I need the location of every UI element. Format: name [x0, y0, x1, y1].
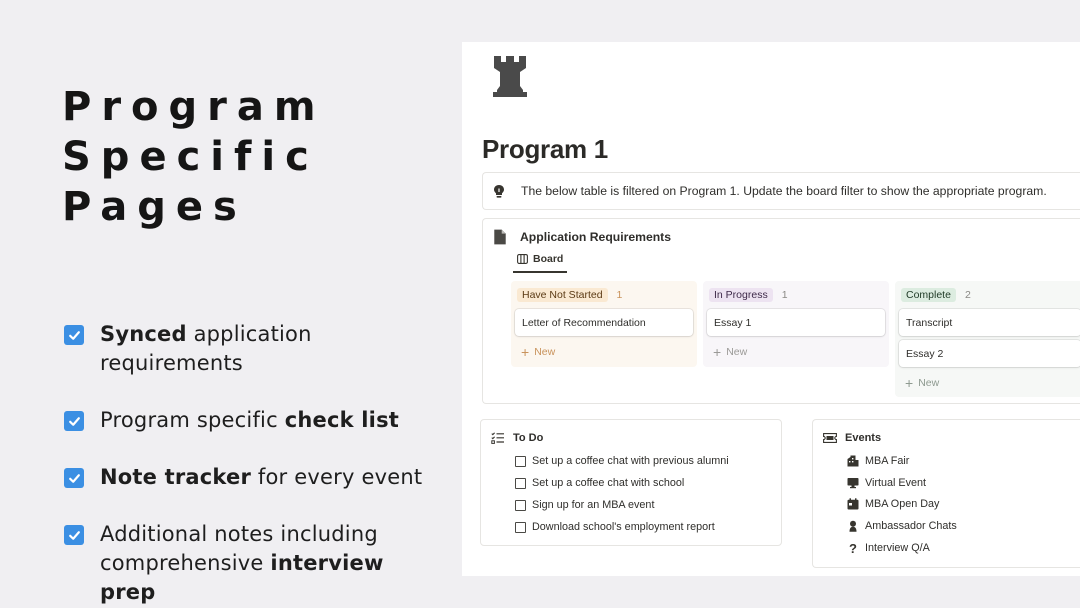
feature-item [64, 463, 444, 492]
event-label: MBA Fair [865, 454, 910, 467]
board-column-in-progress [703, 281, 889, 367]
board-column-have-not-started [511, 281, 697, 367]
question-icon: ? [849, 540, 857, 556]
feature-text: Note tracker for every event [100, 465, 423, 489]
new-label: New [918, 377, 940, 389]
feature-text: Additional notes including comprehensive interview prep [100, 522, 384, 604]
todo-item-label: Set up a coffee chat with school [532, 477, 685, 489]
checkbox-checked-icon [64, 411, 84, 431]
chess-rook-icon[interactable] [492, 54, 528, 98]
callout-text: The below table is filtered on Program 1. Update the board filter to show the appropriate program. [521, 184, 1047, 198]
feature-list [64, 320, 444, 608]
lightbulb-icon [493, 183, 509, 199]
checkbox-unchecked-icon[interactable] [515, 500, 526, 511]
checkbox-checked-icon [64, 525, 84, 545]
callout [482, 172, 1080, 210]
ticket-icon [823, 433, 837, 443]
checkbox-checked-icon [64, 468, 84, 488]
notion-page [462, 42, 1080, 576]
headline [62, 82, 326, 232]
person-icon [847, 520, 859, 532]
tab-board[interactable] [513, 253, 567, 273]
checkbox-unchecked-icon[interactable] [515, 456, 526, 467]
todo-item[interactable] [515, 450, 729, 472]
board-card[interactable]: Essay 1 [707, 309, 885, 336]
plus-icon: + [905, 375, 914, 391]
status-pill[interactable]: In Progress [709, 288, 773, 302]
feature-item [64, 406, 444, 435]
status-pill[interactable]: Complete [901, 288, 956, 302]
feature-item [64, 320, 444, 378]
todo-item-label: Sign up for an MBA event [532, 499, 655, 511]
events-title[interactable] [823, 432, 881, 444]
plus-icon: + [521, 344, 530, 360]
todo-item-label: Download school's employment report [532, 521, 715, 533]
todo-item[interactable] [515, 494, 729, 516]
feature-item [64, 520, 444, 607]
checkbox-unchecked-icon[interactable] [515, 478, 526, 489]
column-count: 1 [616, 289, 623, 301]
board-card[interactable]: Transcript [899, 309, 1080, 336]
column-header [707, 285, 885, 305]
board-card[interactable]: Letter of Recommendation [515, 309, 693, 336]
event-label: Ambassador Chats [865, 520, 957, 533]
board-card[interactable]: Essay 2 [899, 340, 1080, 367]
headline-line: Specific [62, 134, 319, 180]
monitor-icon [847, 477, 859, 489]
requirements-title-text: Application Requirements [520, 230, 672, 244]
column-count: 2 [964, 289, 971, 301]
new-card-button[interactable] [515, 340, 693, 364]
new-card-button[interactable] [707, 340, 885, 364]
headline-line: Program [62, 84, 326, 130]
new-label: New [726, 346, 748, 358]
calendar-icon [847, 498, 859, 510]
checklist-icon [491, 432, 505, 444]
event-item[interactable] [847, 537, 957, 559]
column-count: 1 [781, 289, 788, 301]
headline-line: Pages [62, 184, 247, 230]
status-pill[interactable]: Have Not Started [517, 288, 608, 302]
building-icon [847, 455, 859, 467]
event-item[interactable] [847, 450, 957, 472]
todo-title[interactable] [491, 432, 543, 444]
checkbox-unchecked-icon[interactable] [515, 522, 526, 533]
event-item[interactable] [847, 515, 957, 537]
event-label: Virtual Event [865, 476, 927, 489]
todo-item[interactable] [515, 516, 729, 538]
todo-block [480, 419, 782, 546]
event-label: MBA Open Day [865, 498, 940, 511]
plus-icon: + [713, 344, 722, 360]
todo-item[interactable] [515, 472, 729, 494]
column-header [515, 285, 693, 305]
todo-list [515, 450, 729, 538]
todo-item-label: Set up a coffee chat with previous alumni [532, 455, 729, 467]
todo-title-text: To Do [513, 432, 544, 444]
page-title: Program 1 [482, 134, 608, 164]
events-title-text: Events [845, 432, 882, 444]
board-icon [517, 254, 528, 264]
checkbox-checked-icon [64, 325, 84, 345]
new-card-button[interactable] [899, 371, 1080, 395]
board-column-complete [895, 281, 1080, 397]
event-item[interactable] [847, 472, 957, 494]
document-icon [493, 229, 507, 245]
requirements-title[interactable] [493, 229, 671, 245]
new-label: New [534, 346, 556, 358]
feature-text: Synced application requirements [100, 322, 312, 375]
feature-text: Program specific check list [100, 408, 400, 432]
events-list [847, 450, 957, 559]
event-label: Interview Q/A [865, 542, 930, 555]
column-header [899, 285, 1080, 305]
tab-board-label: Board [533, 253, 564, 265]
application-requirements-block [482, 218, 1080, 404]
events-block [812, 419, 1080, 568]
event-item[interactable] [847, 494, 957, 516]
